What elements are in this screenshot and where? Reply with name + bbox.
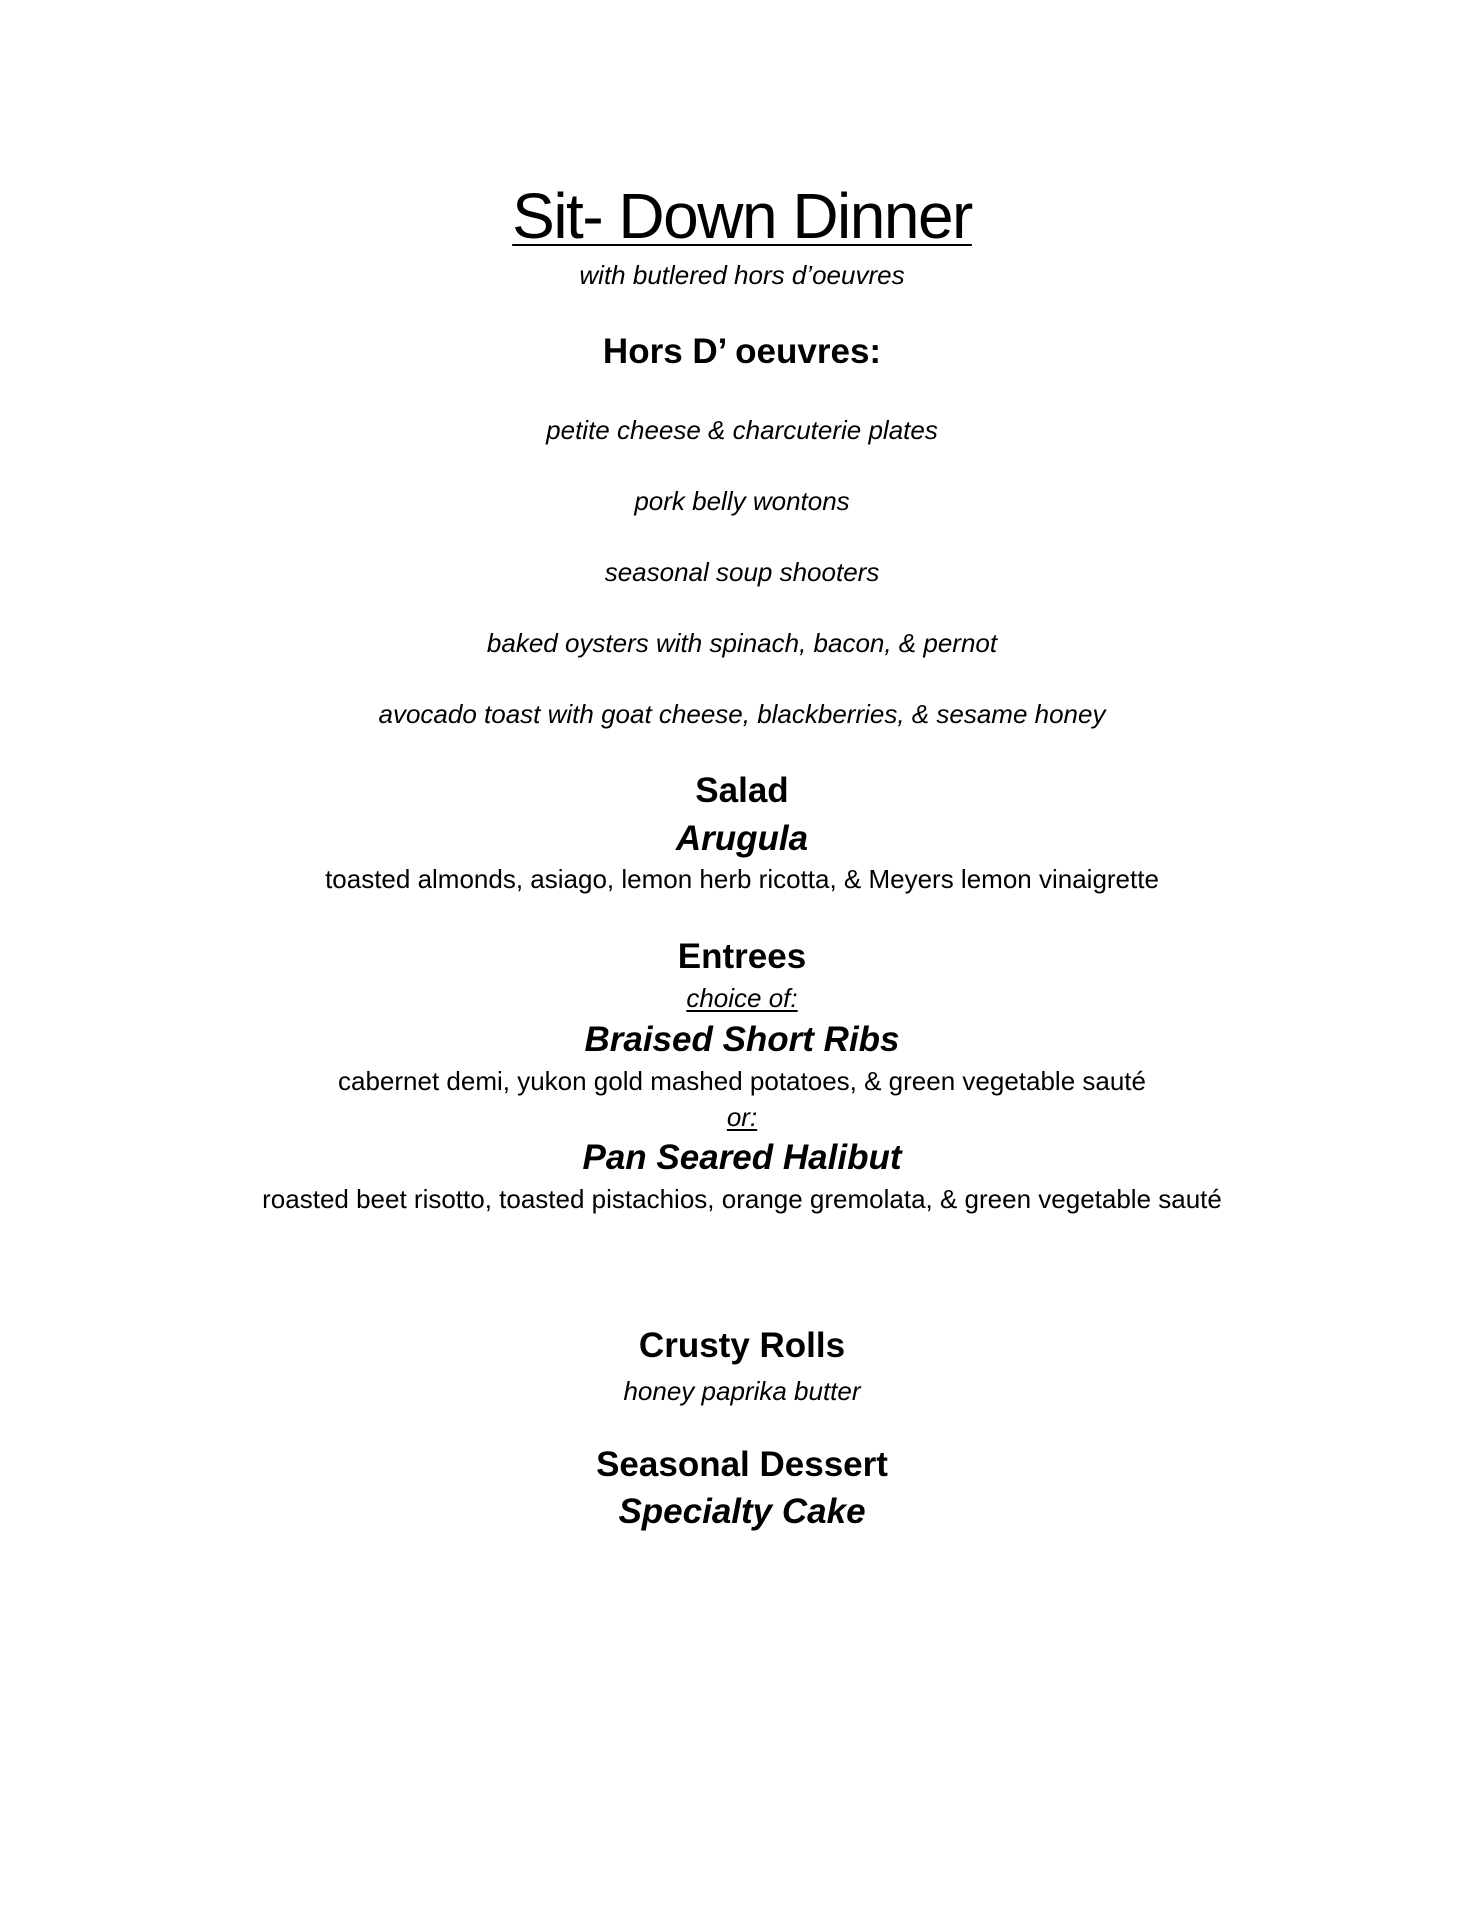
rolls-heading: Crusty Rolls	[638, 1326, 846, 1365]
entrees-choice-label: choice of:	[686, 983, 798, 1013]
hors-doeuvres-item: seasonal soup shooters	[604, 557, 880, 587]
entree-option-1-description: cabernet demi, yukon gold mashed potatoes, & green vegetable sauté	[338, 1066, 1146, 1096]
entree-option-2-name: Pan Seared Halibut	[582, 1138, 902, 1177]
page-subtitle: with butlered hors d’oeuvres	[579, 260, 905, 290]
salad-heading: Salad	[695, 771, 789, 810]
salad-dish-name: Arugula	[675, 819, 809, 858]
entree-option-1-name: Braised Short Ribs	[584, 1020, 900, 1059]
entrees-or-label: or:	[726, 1102, 758, 1132]
entree-option-2-description: roasted beet risotto, toasted pistachios, orange gremolata, & green vegetable sauté	[262, 1184, 1222, 1214]
salad-description: toasted almonds, asiago, lemon herb ricotta, & Meyers lemon vinaigrette	[325, 864, 1159, 894]
hors-doeuvres-item: baked oysters with spinach, bacon, & pernot	[486, 628, 998, 658]
page-title: Sit- Down Dinner	[512, 180, 972, 252]
dessert-heading: Seasonal Dessert	[596, 1445, 888, 1484]
hors-doeuvres-item: avocado toast with goat cheese, blackberries, & sesame honey	[378, 699, 1106, 729]
entrees-heading: Entrees	[677, 937, 807, 976]
dessert-dish-name: Specialty Cake	[618, 1492, 866, 1531]
hors-doeuvres-item: pork belly wontons	[634, 486, 850, 516]
rolls-description: honey paprika butter	[623, 1376, 861, 1406]
hors-doeuvres-heading: Hors D’ oeuvres:	[602, 332, 882, 371]
hors-doeuvres-item: petite cheese & charcuterie plates	[546, 415, 938, 445]
